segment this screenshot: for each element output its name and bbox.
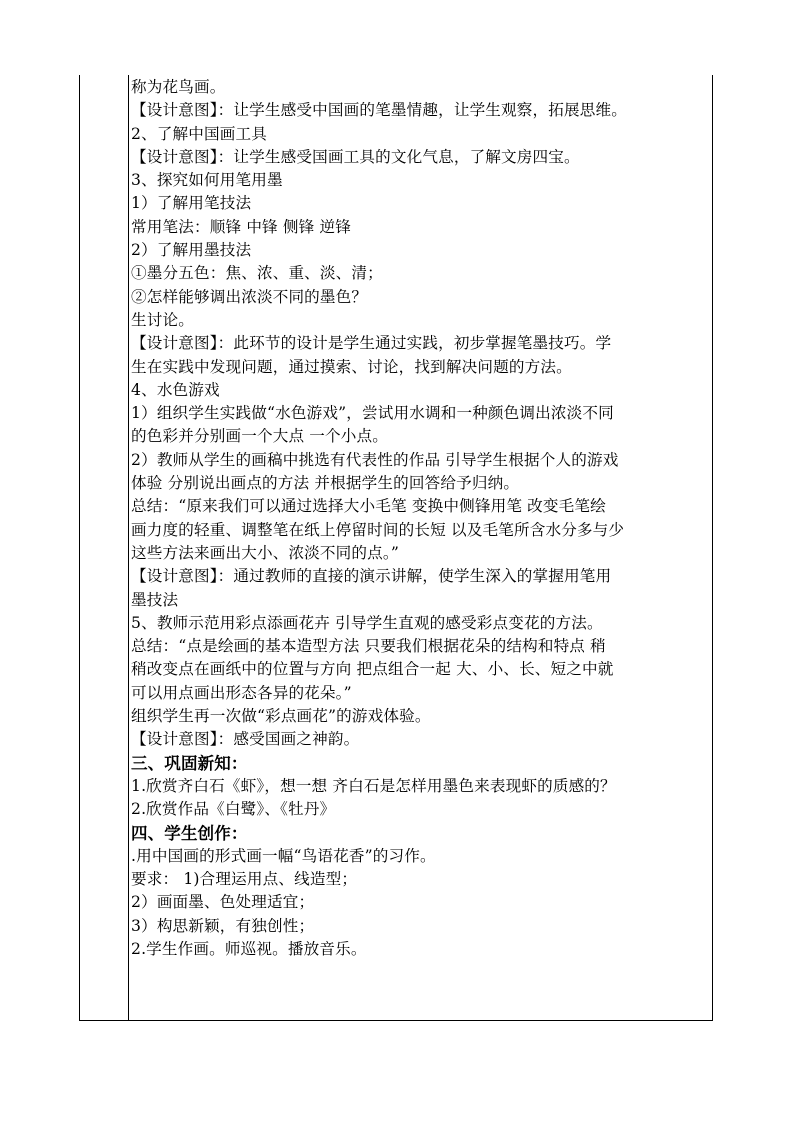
text-line: 【设计意图】：让学生感受中国画的笔墨情趣，让学生观察，拓展思维。 — [131, 101, 628, 120]
text-line: .用中国画的形式画一幅“鸟语花香”的习作。 — [131, 846, 436, 865]
text-line: 体验 分别说出画点的方法 并根据学生的回答给予归纳。 — [131, 474, 520, 493]
text-line: 这些方法来画出大小、浓淡不同的点。” — [131, 543, 399, 562]
text-line: 总结：“点是绘画的基本造型方法 只要我们根据花朵的结构和特点 稍 — [131, 637, 606, 656]
lesson-content-cell — [131, 76, 711, 961]
text-line: 4、水色游戏 — [131, 380, 220, 399]
text-line: 2）画面墨、色处理适宜； — [131, 893, 315, 912]
text-line: 【设计意图】：让学生感受国画工具的文化气息，了解文房四宝。 — [131, 147, 580, 166]
text-line: 3）构思新颖，有独创性； — [131, 916, 315, 935]
text-line: 2、了解中国画工具 — [131, 124, 268, 143]
text-line: ②怎样能够调出浓淡不同的墨色？ — [131, 287, 368, 306]
text-line: 【设计意图】：通过教师的直接的演示讲解，使学生深入的掌握用笔用 — [131, 567, 612, 586]
text-line: 常用笔法：顺锋 中锋 侧锋 逆锋 — [131, 217, 351, 236]
section-heading: 三、巩固新知： — [131, 753, 248, 773]
text-line: 1）组织学生实践做“水色游戏”，尝试用水调和一种颜色调出浓淡不同 — [131, 404, 614, 423]
text-line: 2.学生作画。师巡视。播放音乐。 — [131, 939, 367, 958]
text-line: 1.欣赏齐白石《虾》，想一想 齐白石是怎样用墨色来表现虾的质感的？ — [131, 776, 616, 795]
column-divider — [128, 75, 129, 1020]
text-line: 画力度的轻重、调整笔在纸上停留时间的长短 以及毛笔所含水分多与少 — [131, 520, 625, 539]
text-line: 2）了解用墨技法 — [131, 241, 252, 260]
text-line: 组织学生再一次做“彩点画花”的游戏体验。 — [131, 707, 431, 726]
text-line: ①墨分五色：焦、浓、重、淡、清； — [131, 264, 383, 283]
text-line: 【设计意图】：此环节的设计是学生通过实践，初步掌握笔墨技巧。学 — [131, 334, 612, 353]
text-line: 生在实践中发现问题，通过摸索、讨论，找到解决问题的方法。 — [131, 357, 572, 376]
lesson-table — [79, 75, 713, 1021]
text-line: 1）了解用笔技法 — [131, 194, 252, 213]
text-line: 2.欣赏作品《白鹭》、《牡丹》 — [131, 800, 336, 819]
text-line: 墨技法 — [131, 590, 179, 609]
section-heading: 四、学生创作： — [131, 823, 248, 843]
text-line: 可以用点画出形态各异的花朵。” — [131, 683, 352, 702]
text-line: 的色彩并分别画一个大点 一个小点。 — [131, 427, 389, 446]
text-line: 要求： 1)合理运用点、线造型； — [131, 870, 358, 889]
text-line: 5、教师示范用彩点添画花卉 引导学生直观的感受彩点变花的方法。 — [131, 613, 603, 632]
text-line: 稍改变点在画纸中的位置与方向 把点组合一起 大、小、长、短之中就 — [131, 660, 614, 679]
text-line: 3、探究如何用笔用墨 — [131, 171, 283, 190]
text-line: 2）教师从学生的画稿中挑选有代表性的作品 引导学生根据个人的游戏 — [131, 450, 619, 469]
text-line: 总结：“原来我们可以通过选择大小毛笔 变换中侧锋用笔 改变毛笔绘 — [131, 497, 606, 516]
text-line: 称为花鸟画。 — [131, 78, 226, 96]
text-line: 生讨论。 — [131, 310, 194, 329]
text-line: 【设计意图】：感受国画之神韵。 — [131, 730, 360, 749]
